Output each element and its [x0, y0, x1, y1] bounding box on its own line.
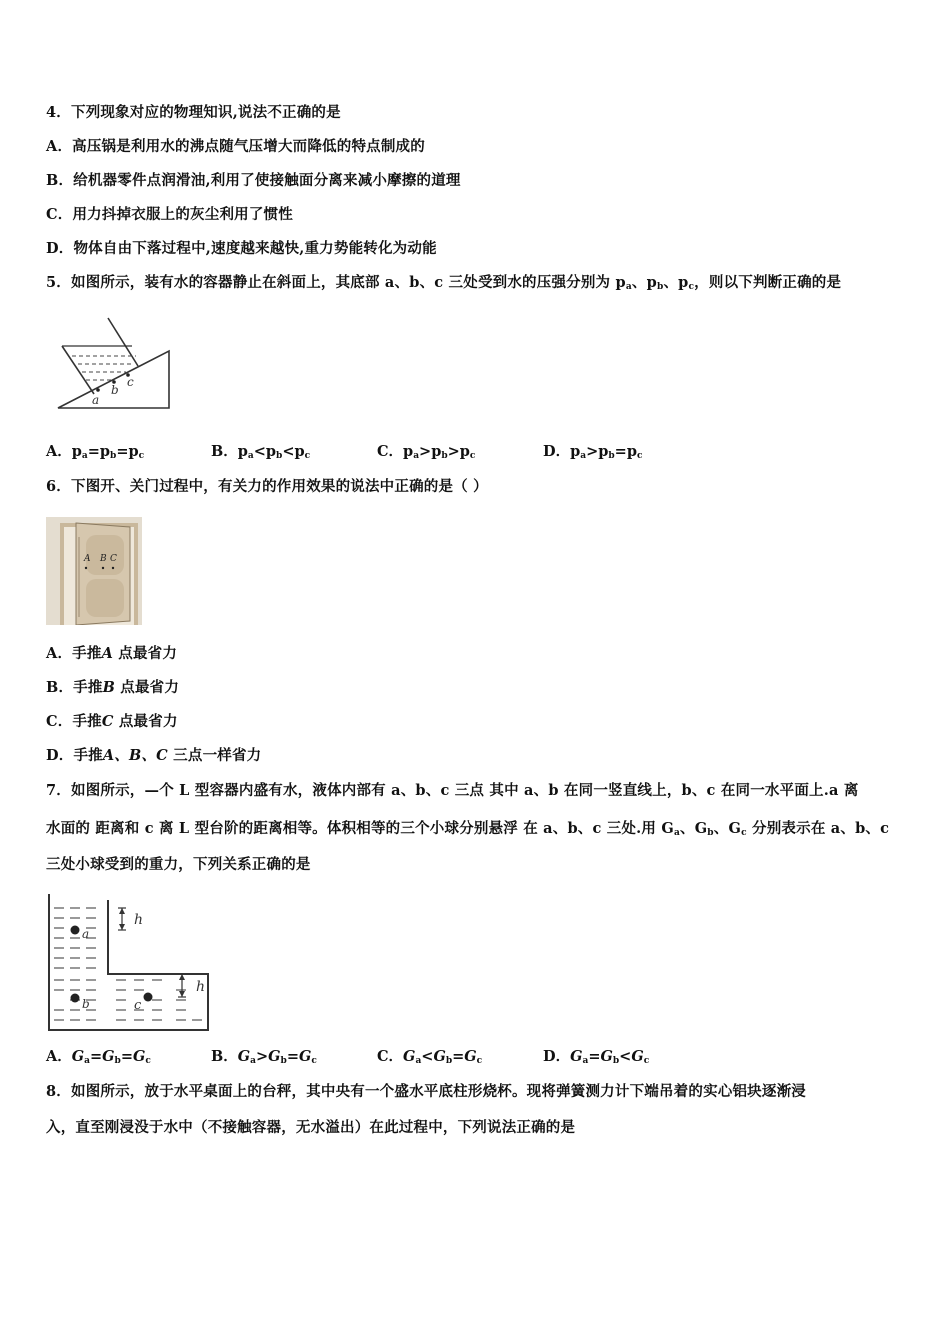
q7-fig-label-a: a [82, 927, 90, 941]
q5-option-c: C．$p_a>p_b>p_c$ [377, 443, 476, 461]
q5-fig-label-c: c [127, 375, 134, 389]
q6-fig-label-c: C [110, 554, 117, 564]
q6-option-d: D．手推A、B、C 三点一样省力 [46, 747, 262, 764]
q7-fig-label-h1: h [134, 912, 144, 928]
q6-door-figure [46, 517, 142, 625]
q7-line3: 三处小球受到的重力，下列关系正确的是 [46, 856, 311, 873]
q7-option-a: A．$G_a=G_b=G_c$ [46, 1048, 151, 1066]
q5-option-d: D．$p_a>p_b=p_c$ [543, 443, 643, 461]
q4-option-c: C．用力抖掉衣服上的灰尘利用了惯性 [46, 206, 293, 223]
q6-option-b: B．手推B 点最省力 [46, 679, 180, 696]
q5-option-b: B．$p_a<p_b<p_c$ [211, 443, 311, 461]
q5-fig-label-b: b [111, 383, 119, 397]
q7-line1: 7．如图所示，—个 L 型容器内盛有水，液体内部有 a、b、c 三点 其中 a、b 在同一竖直线上，b、c 在同一水平面上.a 离 [46, 782, 859, 799]
q5-stem: 5．如图所示，装有水的容器静止在斜面上，其底部 a、b、c 三处受到水的压强分别为 $p_a$、$p_b$、$p_c$，则以下判断正确的是 [46, 274, 842, 292]
q5-option-a: A．$p_a=p_b=p_c$ [46, 443, 145, 461]
q4-option-a: A．高压锅是利用水的沸点随气压增大而降低的特点制成的 [46, 138, 425, 155]
q6-stem: 6．下图开、关门过程中，有关力的作用效果的说法中正确的是（ ） [46, 478, 488, 495]
q4-option-d: D．物体自由下落过程中,速度越来越快,重力势能转化为动能 [46, 240, 437, 257]
q7-option-d: D．$G_a=G_b<G_c$ [543, 1048, 650, 1066]
q7-option-b: B．$G_a>G_b=G_c$ [211, 1048, 317, 1066]
q7-line2: 水面的 距离和 c 离 L 型台阶的距离相等。体积相等的三个小球分别悬浮 在 a、b、c 三处.用 $G_a$、$G_b$、$G_c$ 分别表示在 a、b、c [46, 820, 890, 838]
q5-figure [54, 316, 174, 412]
q4-option-b: B．给机器零件点润滑油,利用了使接触面分离来减小摩擦的道理 [46, 172, 461, 189]
q6-option-a: A．手推A 点最省力 [46, 645, 178, 662]
q6-option-c: C．手推C 点最省力 [46, 713, 178, 730]
q7-fig-label-h2: h [196, 979, 206, 995]
q7-figure [46, 892, 218, 1034]
q6-fig-label-a: A [84, 554, 91, 564]
q7-fig-label-b: b [82, 997, 90, 1011]
q7-fig-label-c: c [134, 998, 142, 1013]
q8-line2: 入，直至刚浸没于水中（不接触容器，无水溢出）在此过程中，下列说法正确的是 [46, 1119, 576, 1136]
q4-stem: 4．下列现象对应的物理知识,说法不正确的是 [46, 104, 341, 121]
q6-fig-label-b: B [100, 554, 107, 564]
q8-line1: 8．如图所示，放于水平桌面上的台秤，其中央有一个盛水平底柱形烧杯。现将弹簧测力计下端吊着的实心铝块逐渐浸 [46, 1083, 806, 1100]
q5-fig-label-a: a [92, 393, 100, 407]
q7-option-c: C．$G_a<G_b=G_c$ [377, 1048, 483, 1066]
